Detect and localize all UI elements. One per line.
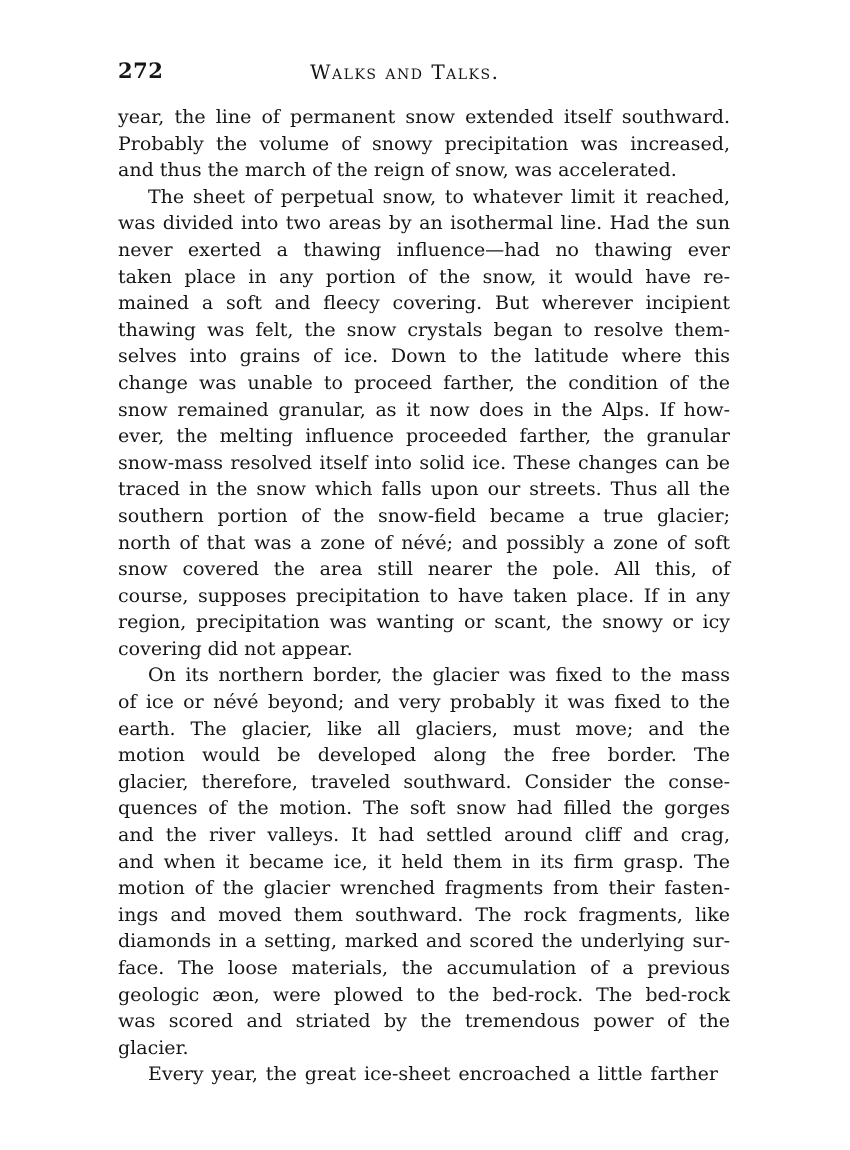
text-line: mained a soft and fleecy covering. But wherever incipient [118,292,730,315]
text-line: was divided into two areas by an isothermal line. Had the sun [118,212,730,235]
text-line: selves into grains of ice. Down to the latitude where this [118,345,730,368]
text-line: traced in the snow which falls upon our streets. Thus all the [118,478,730,501]
text-line: was scored and striated by the tremendous power of the [118,1010,730,1033]
text-line: course, supposes precipitation to have taken place. If in any [118,584,730,607]
text-line: face. The loose materials, the accumulation of a previous [118,957,730,979]
paragraph-first-line: Every year, the great ice-sheet encroached a little farther [148,1063,718,1086]
text-line: year, the line of permanent snow extended itself southward. [118,106,730,128]
text-line: covering did not appear. [118,637,353,660]
text-line: north of that was a zone of névé; and possibly a zone of soft [118,531,730,554]
text-line: and the river valleys. It had settled around cliff and crag, [118,824,730,847]
text-line: geologic æon, were plowed to the bed-rock. The bed-rock [118,983,730,1006]
text-line: motion of the glacier wrenched fragments from their fasten- [118,877,730,900]
running-head [118,58,730,90]
text-line: region, precipitation was wanting or scant, the snowy or icy [118,611,730,634]
text-line: of ice or névé beyond; and very probably it was fixed to the [118,691,730,714]
text-line: Probably the volume of snowy precipitation was increased, [118,132,730,155]
text-line: change was unable to proceed farther, the condition of the [118,371,730,394]
body-text [118,104,730,1088]
paragraph-first-line: On its northern border, the glacier was fixed to the mass [148,664,730,687]
text-line: taken place in any portion of the snow, it would have re- [118,265,730,288]
running-title: Walks and Talks. [310,60,500,84]
text-line: ings and moved them southward. The rock fragments, like [118,903,730,926]
text-line: snow covered the area still nearer the pole. All this, of [118,558,730,581]
text-line: earth. The glacier, like all glaciers, must move; and the [118,717,730,740]
text-line: glacier, therefore, traveled southward. Consider the conse- [118,770,730,793]
text-line: snow-mass resolved itself into solid ice. These changes can be [118,451,730,474]
text-line: southern portion of the snow-field became a true glacier; [118,504,730,527]
text-line: ever, the melting influence proceeded farther, the granular [118,425,730,448]
text-line: motion would be developed along the free border. The [118,744,730,767]
text-line: diamonds in a setting, marked and scored the underlying sur- [118,930,730,953]
paragraph-first-line: The sheet of perpetual snow, to whatever limit it reached, [148,185,730,208]
text-line: thawing was felt, the snow crystals began to resolve them- [118,318,730,341]
text-line: never exerted a thawing influence—had no thawing ever [118,238,730,261]
text-line: snow remained granular, as it now does in the Alps. If how- [118,398,730,421]
page-number: 272 [118,58,164,83]
text-line: quences of the motion. The soft snow had filled the gorges [118,797,730,820]
text-line: glacier. [118,1036,189,1059]
text-line: and when it became ice, it held them in its firm grasp. The [118,850,730,873]
text-line: and thus the march of the reign of snow, was accelerated. [118,159,677,182]
